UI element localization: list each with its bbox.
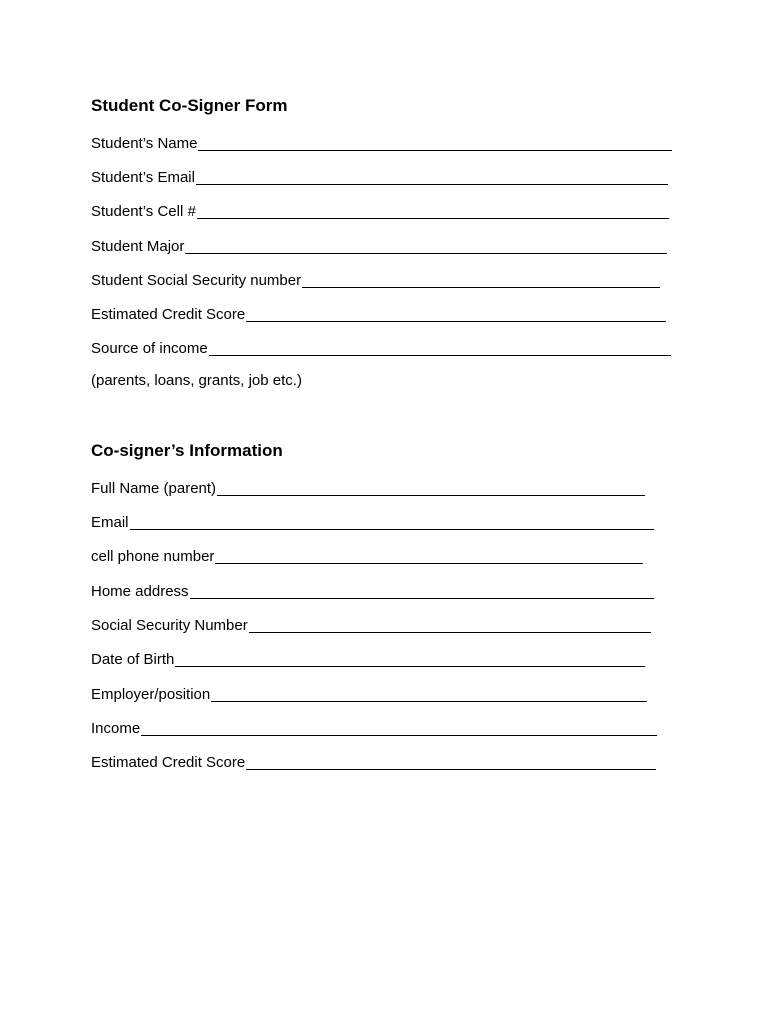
cosigner-home-address-input-line[interactable] (190, 598, 654, 599)
cosigner-full-name-input-line[interactable] (217, 495, 645, 496)
cosigner-home-address-label: Home address (91, 583, 189, 600)
cosigner-dob-label: Date of Birth (91, 651, 175, 668)
cosigner-employer-input-line[interactable] (211, 701, 647, 702)
student-form-title: Student Co-Signer Form (91, 96, 288, 115)
student-name-label: Student’s Name (91, 135, 198, 152)
cosigner-dob-row (91, 649, 645, 669)
student-major-input-line[interactable] (185, 253, 667, 254)
student-cell-input-line[interactable] (197, 218, 669, 219)
student-email-label: Student’s Email (91, 169, 195, 186)
cosigner-email-label: Email (91, 514, 129, 531)
cosigner-credit-score-label: Estimated Credit Score (91, 754, 246, 771)
student-ssn-label: Student Social Security number (91, 272, 302, 289)
cosigner-full-name-row (91, 478, 645, 498)
cosigner-full-name-label: Full Name (parent) (91, 480, 217, 497)
cosigner-credit-score-input-line[interactable] (246, 769, 656, 770)
cosigner-dob-input-line[interactable] (175, 666, 645, 667)
student-cell-row (91, 201, 669, 221)
cosigner-ssn-row (91, 615, 651, 635)
student-email-input-line[interactable] (196, 184, 668, 185)
income-source-note: (parents, loans, grants, job etc.) (91, 372, 302, 389)
cosigner-ssn-input-line[interactable] (249, 632, 651, 633)
student-major-row (91, 236, 667, 256)
student-credit-score-label: Estimated Credit Score (91, 306, 246, 323)
cosigner-employer-label: Employer/position (91, 686, 211, 703)
cosigner-section-title: Co-signer’s Information (91, 441, 283, 460)
cosigner-credit-score-row (91, 752, 656, 772)
cosigner-income-input-line[interactable] (141, 735, 657, 736)
student-cell-label: Student’s Cell # (91, 203, 196, 220)
student-name-input-line[interactable] (198, 150, 672, 151)
student-credit-score-row (91, 304, 666, 324)
student-income-source-input-line[interactable] (209, 355, 671, 356)
cosigner-email-row (91, 512, 654, 532)
student-ssn-input-line[interactable] (302, 287, 660, 288)
student-email-row (91, 167, 668, 187)
cosigner-cell-phone-row (91, 546, 643, 566)
student-credit-score-input-line[interactable] (246, 321, 666, 322)
cosigner-income-row (91, 718, 657, 738)
student-income-source-label: Source of income (91, 340, 208, 357)
student-ssn-row (91, 270, 660, 290)
cosigner-employer-row (91, 684, 647, 704)
cosigner-home-address-row (91, 581, 654, 601)
cosigner-ssn-label: Social Security Number (91, 617, 248, 634)
cosigner-email-input-line[interactable] (130, 529, 654, 530)
student-major-label: Student Major (91, 238, 185, 255)
cosigner-income-label: Income (91, 720, 141, 737)
cosigner-cell-phone-input-line[interactable] (215, 563, 643, 564)
student-income-source-row (91, 338, 671, 358)
student-name-row (91, 133, 672, 153)
cosigner-cell-phone-label: cell phone number (91, 548, 215, 565)
